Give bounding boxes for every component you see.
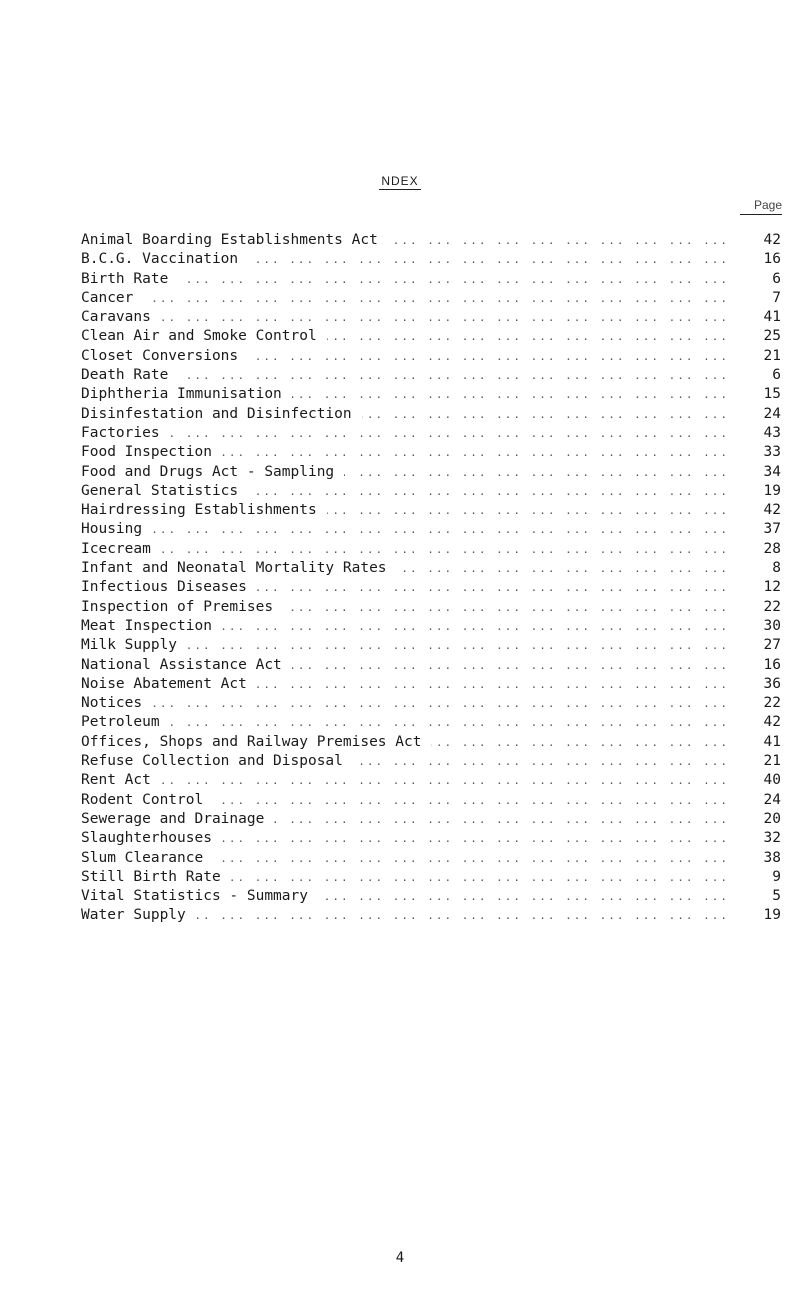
index-entry: [81, 887, 781, 906]
dot-leader: [187, 636, 729, 655]
index-entry-page: 19: [763, 482, 781, 499]
index-entry-page: 36: [763, 675, 781, 692]
dot-leader: [161, 540, 729, 559]
index-entry-page: 24: [763, 791, 781, 808]
index-entry-topic: Icecream: [81, 540, 151, 557]
dot-leader: [318, 887, 729, 906]
index-entry-page: 43: [763, 424, 781, 441]
index-entry-topic: Infant and Neonatal Mortality Rates: [81, 560, 387, 577]
index-entry-page: 16: [763, 656, 781, 673]
index-entry: [81, 752, 781, 771]
index-entry-topic: Hairdressing Establishments: [81, 502, 317, 519]
index-entry-page: 41: [763, 309, 781, 326]
index-entry: [81, 347, 781, 366]
dot-leader: [248, 250, 729, 269]
dot-leader: [222, 443, 729, 462]
index-entry: [81, 366, 781, 385]
index-entry-topic: Caravans: [81, 309, 151, 326]
index-entry-page: 25: [763, 328, 781, 345]
index-entry-topic: Meat Inspection: [81, 617, 212, 634]
index-entry-page: 16: [763, 251, 781, 268]
dot-leader: [431, 733, 729, 752]
dot-leader: [257, 578, 729, 597]
index-entry-page: 34: [763, 463, 781, 480]
index-entry: [81, 849, 781, 868]
index-entry-topic: Infectious Diseases: [81, 579, 247, 596]
dot-leader: [143, 289, 729, 308]
index-entry-page: 7: [772, 289, 781, 306]
dot-leader: [231, 868, 729, 887]
index-entry-page: 21: [763, 347, 781, 364]
index-entry: [81, 520, 781, 539]
title-text: NDEX: [381, 174, 419, 188]
index-entry-page: 38: [763, 849, 781, 866]
index-entry: [81, 385, 781, 404]
index-entry-page: 21: [763, 753, 781, 770]
index-entry-page: 33: [763, 444, 781, 461]
index-entry: [81, 405, 781, 424]
index-entry-page: 19: [763, 907, 781, 924]
index-entry: [81, 501, 781, 520]
dot-leader: [170, 713, 729, 732]
index-entry-page: 40: [763, 772, 781, 789]
index-entry-topic: B.C.G. Vaccination: [81, 251, 239, 268]
index-entry: [81, 636, 781, 655]
index-entry-topic: Petroleum: [81, 714, 160, 731]
index-entry-page: 24: [763, 405, 781, 422]
index-list: [81, 231, 781, 926]
index-entry-topic: Birth Rate: [81, 270, 169, 287]
index-entry-page: 5: [772, 888, 781, 905]
index-entry: [81, 656, 781, 675]
dot-leader: [274, 810, 729, 829]
index-entry-page: 6: [772, 270, 781, 287]
index-entry: [81, 482, 781, 501]
index-entry-topic: Disinfestation and Disinfection: [81, 405, 352, 422]
dot-leader: [344, 463, 729, 482]
index-entry-page: 41: [763, 733, 781, 750]
index-entry-topic: General Statistics: [81, 482, 239, 499]
index-entry-topic: Death Rate: [81, 367, 169, 384]
index-entry-topic: Notices: [81, 695, 143, 712]
index-entry: [81, 675, 781, 694]
index-entry: [81, 231, 781, 250]
index-entry-topic: Clean Air and Smoke Control: [81, 328, 317, 345]
index-entry: [81, 906, 781, 925]
index-entry: [81, 250, 781, 269]
dot-leader: [292, 656, 729, 675]
index-entry: [81, 829, 781, 848]
index-entry: [81, 694, 781, 713]
index-entry-topic: Cancer: [81, 289, 134, 306]
index-entry: [81, 327, 781, 346]
dot-leader: [196, 906, 729, 925]
index-entry-topic: Vital Statistics - Summary: [81, 888, 308, 905]
index-entry-topic: Offices, Shops and Railway Premises Act: [81, 733, 422, 750]
dot-leader: [178, 270, 729, 289]
dot-leader: [248, 482, 729, 501]
index-entry-topic: National Assistance Act: [81, 656, 282, 673]
page-number: 4: [395, 1250, 405, 1266]
index-entry: [81, 578, 781, 597]
dot-leader: [222, 617, 729, 636]
dot-leader: [292, 385, 729, 404]
page-title: [0, 174, 800, 188]
index-entry: [81, 559, 781, 578]
index-entry-page: 8: [772, 560, 781, 577]
index-entry-page: 42: [763, 714, 781, 731]
dot-leader: [213, 791, 729, 810]
index-entry-page: 32: [763, 830, 781, 847]
index-entry: [81, 270, 781, 289]
dot-leader: [257, 675, 729, 694]
index-entry-page: 20: [763, 810, 781, 827]
dot-leader: [327, 501, 729, 520]
dot-leader: [397, 559, 729, 578]
index-entry-page: 22: [763, 695, 781, 712]
index-entry-page: 28: [763, 540, 781, 557]
index-entry-topic: Slaughterhouses: [81, 830, 212, 847]
index-entry-topic: Closet Conversions: [81, 347, 239, 364]
index-entry-page: 15: [763, 386, 781, 403]
index-entry-page: 27: [763, 637, 781, 654]
index-entry-topic: Inspection of Premises: [81, 598, 274, 615]
index-entry: [81, 424, 781, 443]
dot-leader: [248, 347, 729, 366]
index-entry: [81, 713, 781, 732]
index-entry-topic: Food Inspection: [81, 444, 212, 461]
dot-leader: [362, 405, 729, 424]
index-entry-topic: Factories: [81, 424, 160, 441]
dot-leader: [161, 771, 729, 790]
index-entry-page: 30: [763, 617, 781, 634]
index-entry-page: 6: [772, 367, 781, 384]
dot-leader: [178, 366, 729, 385]
index-entry: [81, 463, 781, 482]
dot-leader: [161, 308, 729, 327]
dot-leader: [353, 752, 729, 771]
index-entry: [81, 443, 781, 462]
index-entry-topic: Food and Drugs Act - Sampling: [81, 463, 335, 480]
index-entry-topic: Water Supply: [81, 907, 186, 924]
dot-leader: [213, 849, 729, 868]
index-entry-page: 22: [763, 598, 781, 615]
index-entry-page: 42: [763, 232, 781, 248]
index-entry: [81, 308, 781, 327]
index-entry-page: 9: [772, 868, 781, 885]
index-entry-topic: Still Birth Rate: [81, 868, 221, 885]
index-entry-topic: Noise Abatement Act: [81, 675, 247, 692]
index-entry: [81, 771, 781, 790]
index-entry-topic: Rodent Control: [81, 791, 204, 808]
index-entry: [81, 540, 781, 559]
page-column-label: Page: [740, 198, 782, 215]
index-entry-topic: Animal Boarding Establishments Act: [81, 232, 378, 248]
index-entry-topic: Sewerage and Drainage: [81, 810, 265, 827]
index-entry-topic: Refuse Collection and Disposal: [81, 753, 343, 770]
dot-leader: [327, 327, 729, 346]
dot-leader: [283, 598, 729, 617]
dot-leader: [152, 520, 729, 539]
dot-leader: [222, 829, 729, 848]
index-entry: [81, 868, 781, 887]
index-entry-topic: Slum Clearance: [81, 849, 204, 866]
index-entry-topic: Diphtheria Immunisation: [81, 386, 282, 403]
dot-leader: [170, 424, 729, 443]
index-entry-page: 37: [763, 521, 781, 538]
dot-leader: [152, 694, 729, 713]
index-entry-page: 12: [763, 579, 781, 596]
index-entry: [81, 289, 781, 308]
index-entry: [81, 617, 781, 636]
index-entry: [81, 733, 781, 752]
index-entry: [81, 810, 781, 829]
index-entry: [81, 791, 781, 810]
index-entry-topic: Milk Supply: [81, 637, 178, 654]
index-entry-topic: Rent Act: [81, 772, 151, 789]
index-entry: [81, 598, 781, 617]
index-entry-topic: Housing: [81, 521, 143, 538]
index-entry-page: 42: [763, 502, 781, 519]
dot-leader: [388, 231, 729, 250]
